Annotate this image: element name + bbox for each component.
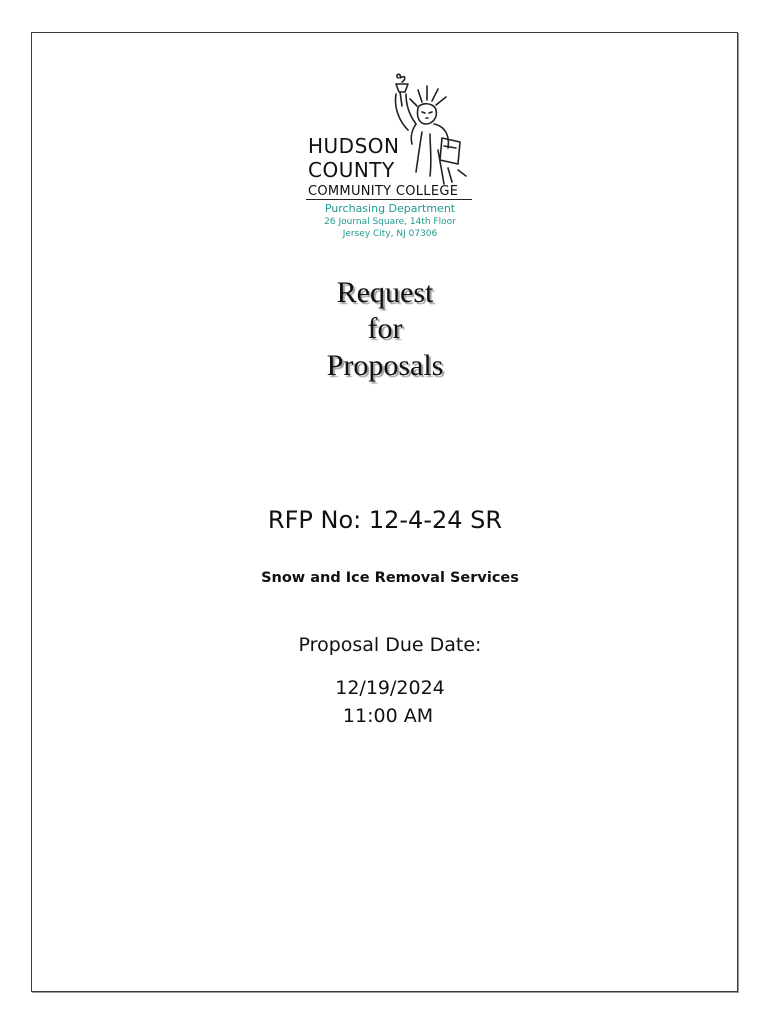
department-name: Purchasing Department	[324, 202, 456, 215]
college-logo	[300, 72, 480, 252]
logo-text-community-college: COMMUNITY COLLEGE	[308, 184, 459, 199]
due-date-label: Proposal Due Date:	[298, 634, 482, 656]
logo-text-hudson: HUDSON	[308, 134, 400, 158]
logo-text-county: COUNTY	[308, 158, 395, 182]
logo-divider	[306, 199, 472, 200]
due-time-value: 11:00 AM	[342, 705, 434, 727]
document-title-line2: for	[367, 312, 403, 345]
department-address-line1: 26 Journal Square, 14th Floor	[324, 217, 456, 227]
due-date-value: 12/19/2024	[335, 677, 445, 699]
rfp-number: RFP No: 12-4-24 SR	[267, 506, 503, 534]
document-title-line1: Request	[336, 276, 434, 309]
document-title-line3: Proposals	[326, 349, 444, 382]
department-address-line2: Jersey City, NJ 07306	[342, 229, 438, 239]
rfp-subject: Snow and Ice Removal Services	[261, 570, 519, 586]
